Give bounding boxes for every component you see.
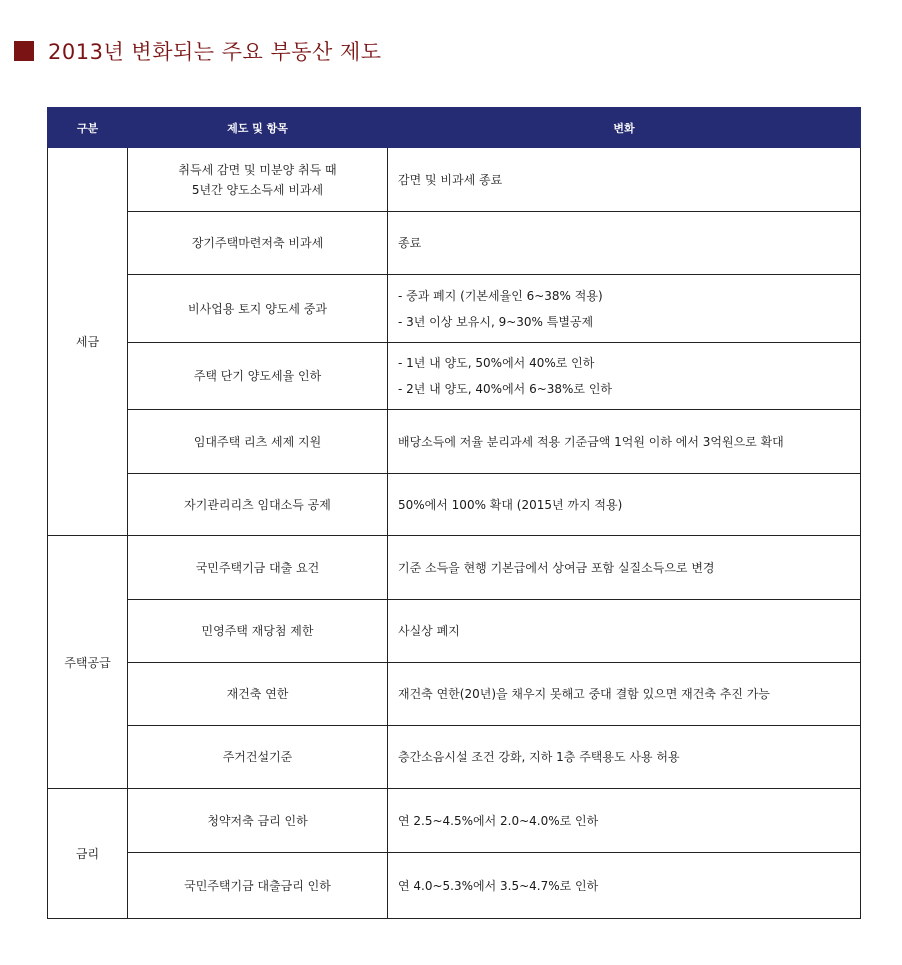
change-text: 층간소음시설 조건 강화, 지하 1층 주택용도 사용 허용 [398,750,680,764]
change-cell [388,536,861,600]
change-text: - 3년 이상 보유시, 9~30% 특별공제 [398,314,594,329]
table-body [48,148,861,919]
item-text: 자기관리리츠 임대소득 공제 [184,497,331,512]
change-cell [388,275,861,343]
item-text: 비사업용 토지 양도세 중과 [188,301,327,316]
item-cell [128,474,388,536]
page-title-text: 2013년 변화되는 주요 부동산 제도 [48,40,382,64]
change-cell [388,853,861,919]
change-cell [388,789,861,853]
change-cell [388,663,861,726]
change-text: 감면 및 비과세 종료 [398,172,503,187]
table-row [48,536,861,600]
item-cell [128,726,388,789]
item-cell [128,853,388,919]
change-text: - 1년 내 양도, 50%에서 40%로 인하 [398,356,595,370]
table-row [48,726,861,789]
table-row [48,148,861,212]
change-text: 연 4.0~5.3%에서 3.5~4.7%로 인하 [398,878,599,893]
change-text: 연 2.5~4.5%에서 2.0~4.0%로 인하 [398,813,599,828]
change-text: 재건축 연한(20년)을 채우지 못해고 중대 결함 있으면 재건축 추진 가능 [398,687,770,701]
change-cell [388,726,861,789]
change-cell [388,148,861,212]
header-category: 구분 [48,108,128,148]
change-text: 종료 [398,236,422,250]
category-cell: 금리 [48,789,128,919]
item-text: 주거건설기준 [222,750,293,764]
table-row [48,663,861,726]
change-cell [388,343,861,410]
item-cell [128,410,388,474]
table-row [48,600,861,663]
change-cell [388,600,861,663]
change-text: 50%에서 100% 확대 (2015년 까지 적용) [398,497,623,512]
item-cell [128,275,388,343]
item-text: 임대주택 리츠 세제 지원 [193,434,322,449]
item-text: 장기주택마련저축 비과세 [191,236,324,250]
item-text: 주택 단기 양도세율 인하 [193,369,322,383]
page-title [14,36,382,66]
header-item: 제도 및 항목 [128,108,388,148]
change-text: - 2년 내 양도, 40%에서 6~38%로 인하 [398,382,613,396]
table-row [48,343,861,410]
table-header-row [48,108,861,148]
policy-table [47,107,861,919]
item-cell [128,212,388,275]
table-row [48,212,861,275]
item-text: 취득세 감면 및 미분양 취득 때 [178,162,337,177]
table-row [48,275,861,343]
item-text: 국민주택기금 대출 요건 [195,560,320,575]
header-change: 변화 [388,108,861,148]
item-cell [128,343,388,410]
item-text: 재건축 연한 [226,687,289,701]
item-text: 청약저축 금리 인하 [207,813,308,828]
change-text: 배당소득에 저율 분리과세 적용 기준금액 1억원 이하 에서 3억원으로 확대 [398,434,784,449]
change-cell [388,212,861,275]
change-text: 사실상 폐지 [398,624,460,638]
category-cell: 주택공급 [48,536,128,789]
item-cell [128,536,388,600]
item-cell [128,789,388,853]
item-cell [128,600,388,663]
item-text: 국민주택기금 대출금리 인하 [184,878,331,893]
change-cell [388,410,861,474]
table-row [48,474,861,536]
change-cell [388,474,861,536]
item-cell [128,663,388,726]
item-text: 5년간 양도소득세 비과세 [191,182,324,197]
change-text: - 중과 폐지 (기본세율인 6~38% 적용) [398,288,603,303]
item-cell [128,148,388,212]
category-cell: 세금 [48,148,128,536]
title-square-bullet [14,41,34,61]
change-text: 기준 소득을 현행 기본급에서 상여금 포함 실질소득으로 변경 [398,560,715,575]
table-row [48,853,861,919]
item-text: 민영주택 재당첨 제한 [201,624,314,638]
table-row [48,410,861,474]
table-row [48,789,861,853]
